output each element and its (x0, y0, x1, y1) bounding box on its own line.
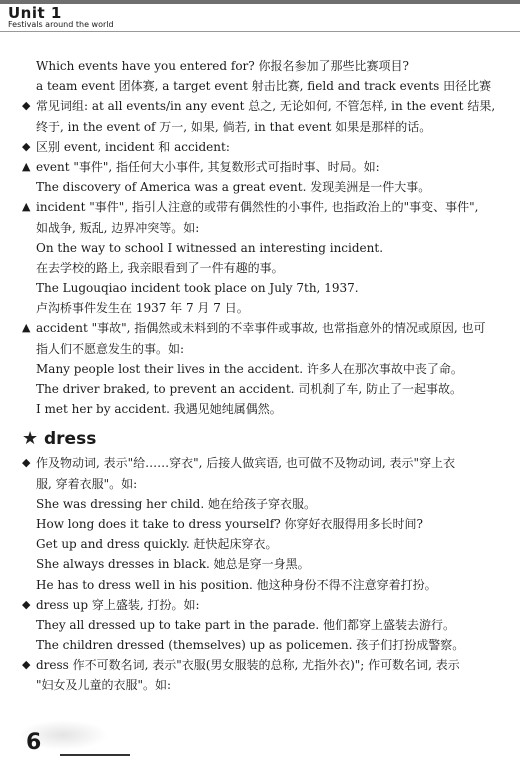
line-text: 如战争, 叛乱, 边界冲突等。如: (36, 220, 200, 235)
bullet-line (12, 137, 512, 157)
line-text: incident "事件", 指引人注意的或带有偶然性的小事件, 也指政治上的"事变、事件", (36, 200, 479, 215)
page-header (0, 0, 520, 34)
text-line (12, 379, 512, 399)
section-heading (12, 419, 512, 453)
text-line (12, 218, 512, 238)
text-line (12, 635, 512, 655)
text-line (12, 177, 512, 197)
text-line (12, 258, 512, 278)
triangle-line (12, 157, 512, 177)
line-text: "妇女及儿童的衣服"。如: (36, 678, 172, 693)
triangle-bullet-icon: ▲ (22, 200, 31, 214)
line-text: 作及物动词, 表示"给……穿衣", 后接人做宾语, 也可做不及物动词, 表示"穿上衣 (36, 456, 456, 471)
line-text: She always dresses in black. 她总是穿一身黑。 (36, 557, 310, 572)
line-text: a team event 团体赛, a target event 射击比赛, field and track events 田径比赛 (36, 79, 492, 94)
text-line (12, 554, 512, 574)
page-footer (0, 700, 520, 762)
bullet-line (12, 655, 512, 675)
section-title: dress (44, 429, 97, 450)
triangle-bullet-icon: ▲ (22, 321, 31, 335)
line-text: How long does it take to dress yourself? 你穿好衣服得用多长时间? (36, 516, 423, 531)
unit-subtitle: Festivals around the world (8, 20, 114, 29)
line-text: They all dressed up to take part in the parade. 他们都穿上盛装去游行。 (36, 617, 455, 632)
text-line (12, 494, 512, 514)
line-text: Get up and dress quickly. 赶快起床穿衣。 (36, 537, 278, 552)
text-line (12, 238, 512, 258)
diamond-bullet-icon: ◆ (22, 139, 31, 153)
line-text: The discovery of America was a great event. 发现美洲是一件大事。 (36, 180, 431, 195)
triangle-bullet-icon: ▲ (22, 159, 31, 173)
triangle-line (12, 197, 512, 217)
line-text: 卢沟桥事件发生在 1937 年 7 月 7 日。 (36, 301, 249, 316)
text-line (12, 675, 512, 695)
text-line (12, 474, 512, 494)
unit-title: Unit 1 (8, 4, 62, 22)
text-line (12, 359, 512, 379)
text-line (12, 117, 512, 137)
header-rule (0, 31, 520, 32)
line-text: Which events have you entered for? 你报名参加了那些比赛项目? (36, 59, 409, 73)
bullet-line (12, 595, 512, 615)
text-line (12, 76, 512, 96)
diamond-bullet-icon: ◆ (22, 99, 31, 113)
line-text: 终于, in the event of 万一, 如果, 倘若, in that event 如果是那样的话。 (36, 119, 432, 134)
text-line (12, 615, 512, 635)
line-text: Many people lost their lives in the accident. 许多人在那次事故中丧了命。 (36, 361, 463, 376)
star-icon: ★ (22, 428, 39, 450)
line-text: accident "事故", 指偶然或未料到的不幸事件或事故, 也常指意外的情况或原因, 也可 (36, 321, 486, 336)
bullet-line (12, 96, 512, 116)
line-text: dress up 穿上盛装, 打扮。如: (36, 597, 200, 612)
line-text: dress 作不可数名词, 表示"衣服(男女服装的总称, 尤指外衣)"; 作可数名词, 表示 (36, 658, 460, 673)
line-text: 服, 穿着衣服"。如: (36, 476, 138, 491)
line-text: The children dressed (themselves) up as policemen. 孩子们打扮成警察。 (36, 638, 465, 653)
line-text: 常见词组: at all events/in any event 总之, 无论如何, 不管怎样, in the event 结果, (36, 99, 496, 114)
text-line (12, 278, 512, 298)
text-line (12, 399, 512, 419)
text-line (12, 298, 512, 318)
line-text: 指人们不愿意发生的事。如: (36, 341, 185, 356)
line-text: 在去学校的路上, 我亲眼看到了一件有趣的事。 (36, 260, 284, 275)
text-line (12, 514, 512, 534)
line-text: The driver braked, to prevent an accident. 司机刹了车, 防止了一起事故。 (36, 382, 462, 396)
line-text: He has to dress well in his position. 他这种身份不得不注意穿着打扮。 (36, 577, 437, 592)
page-number: 6 (26, 730, 42, 755)
line-text: 区别 event, incident 和 accident: (36, 139, 230, 154)
bullet-line (12, 453, 512, 473)
diamond-bullet-icon: ◆ (22, 658, 31, 672)
text-line (12, 534, 512, 554)
triangle-line (12, 318, 512, 338)
line-text: event "事件", 指任何大小事件, 其复数形式可指时事、时局。如: (36, 159, 380, 174)
text-line (12, 56, 512, 76)
diamond-bullet-icon: ◆ (22, 456, 31, 470)
text-line (12, 575, 512, 595)
header-bar (0, 0, 520, 4)
line-text: She was dressing her child. 她在给孩子穿衣服。 (36, 496, 316, 511)
text-line (12, 339, 512, 359)
line-text: The Lugouqiao incident took place on July 7th, 1937. (36, 281, 359, 296)
line-text: I met her by accident. 我遇见她纯属偶然。 (36, 402, 282, 417)
footer-rule (60, 754, 130, 756)
diamond-bullet-icon: ◆ (22, 597, 31, 611)
line-text: On the way to school I witnessed an interesting incident. (36, 240, 384, 255)
page-body (12, 56, 512, 696)
